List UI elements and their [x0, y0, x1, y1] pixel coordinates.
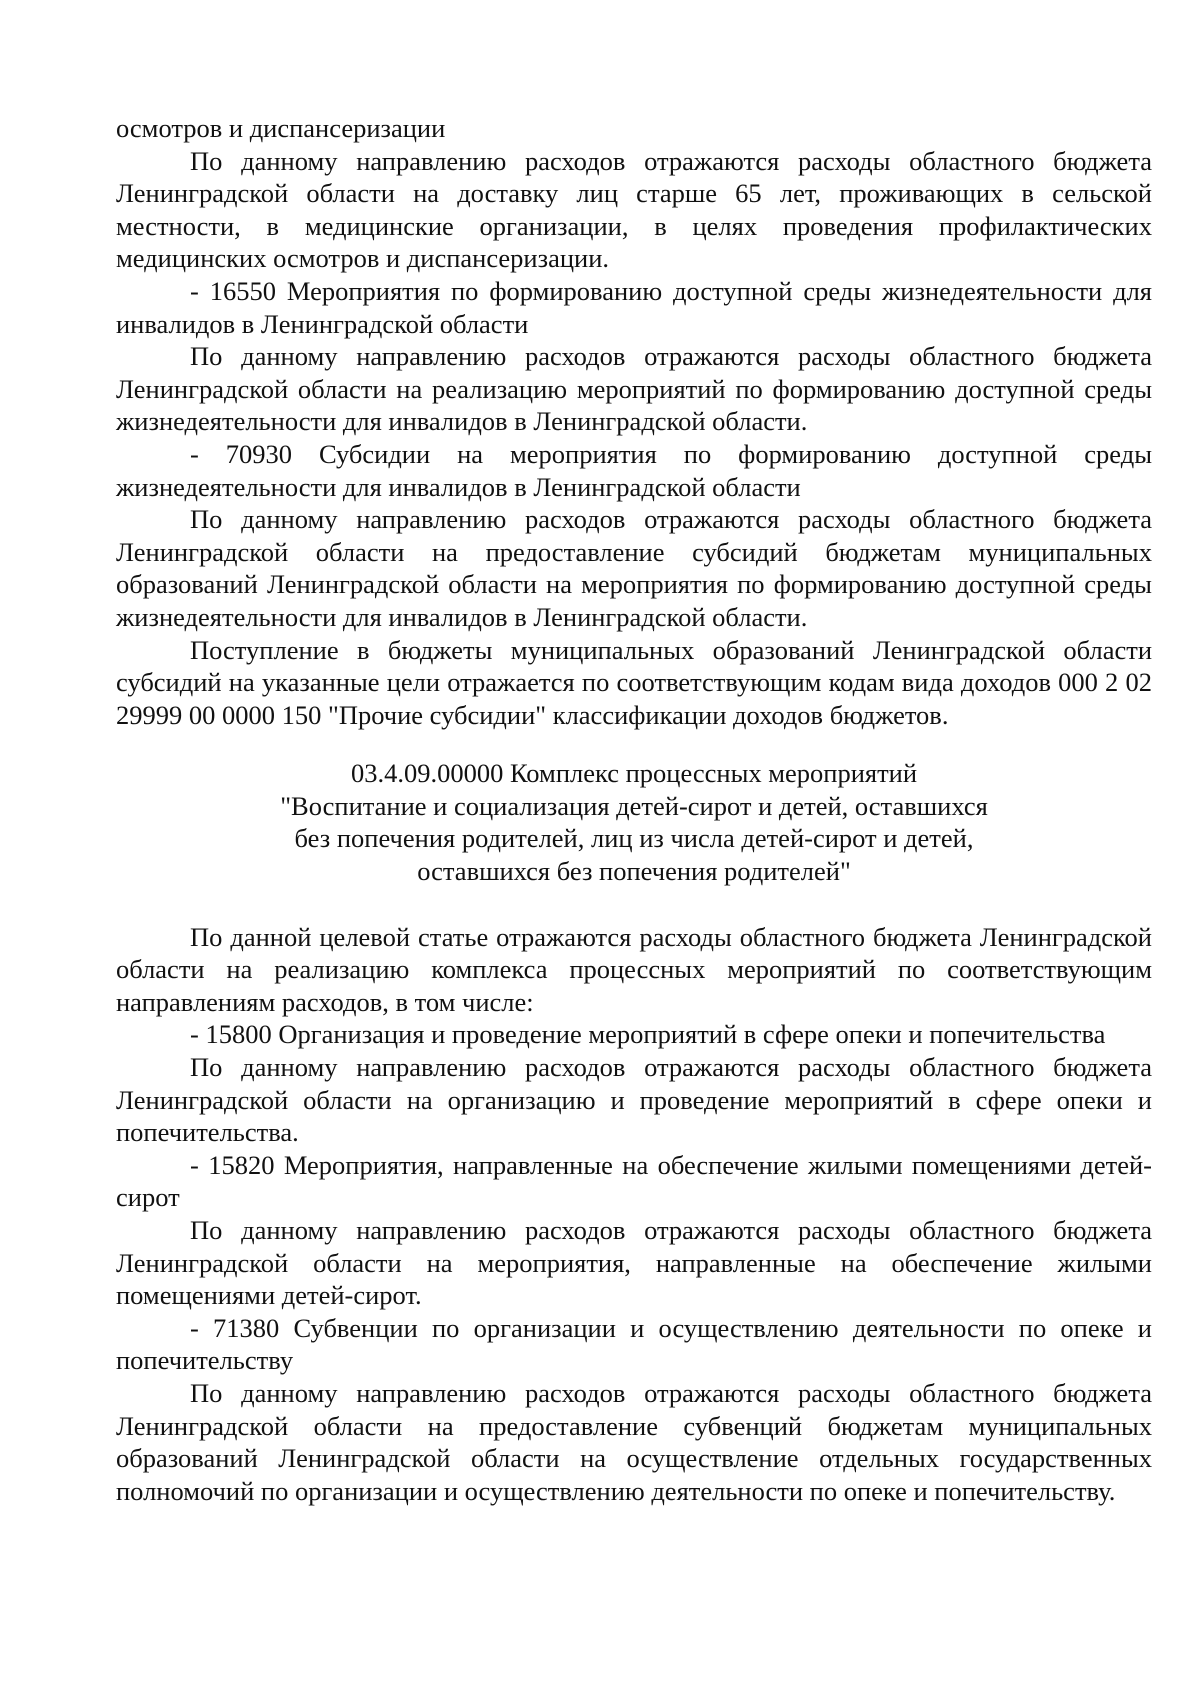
body-top [116, 112, 1152, 731]
paragraph: По данной целевой статье отражаются расходы областного бюджета Ленинградской области на реализацию комплекса процессных мероприятий по соответствующим направлениям расходов, в том числе: [116, 921, 1152, 1017]
paragraph: По данному направлению расходов отражаются расходы областного бюджета Ленинградской области на предоставление субвенций бюджетам муниципальных образований Ленинградской области на осуществление отдельных государственных полномочий по организации и осуществлению деятельности по опеке и попечительству. [116, 1377, 1152, 1506]
section-heading [116, 757, 1152, 887]
expense-item-16550: - 16550 Мероприятия по формированию доступной среды жизнедеятельности для инвалидов в Ленинградской области [116, 275, 1152, 339]
body-bottom [116, 921, 1152, 1508]
heading-line: "Воспитание и социализация детей-сирот и детей, оставшихся [280, 790, 988, 821]
paragraph: Поступление в бюджеты муниципальных образований Ленинградской области субсидий на указанные цели отражается по соответствующим кодам вида доходов 000 2 02 29999 00 0000 150 "Прочие субсидии" классификации доходов бюджетов. [116, 634, 1152, 730]
expense-item-15800: - 15800 Организация и проведение мероприятий в сфере опеки и попечительства [190, 1019, 1106, 1050]
expense-item-70930: - 70930 Субсидии на мероприятия по формированию доступной среды жизнедеятельности для инвалидов в Ленинградской области [116, 438, 1152, 502]
paragraph: По данному направлению расходов отражаются расходы областного бюджета Ленинградской области на предоставление субсидий бюджетам муниципальных образований Ленинградской области на мероприятия по формированию доступной среды жизнедеятельности для инвалидов в Ленинградской области. [116, 504, 1152, 632]
expense-item-71380: - 71380 Субвенции по организации и осуществлению деятельности по опеке и попечительству [116, 1312, 1152, 1376]
paragraph: По данному направлению расходов отражаются расходы областного бюджета Ленинградской области на организацию и проведение мероприятий в сфере опеки и попечительства. [116, 1052, 1152, 1148]
paragraph: По данному направлению расходов отражаются расходы областного бюджета Ленинградской области на мероприятия, направленные на обеспечение жилыми помещениями детей-сирот. [116, 1215, 1152, 1311]
heading-line: без попечения родителей, лиц из числа детей-сирот и детей, [294, 823, 974, 854]
paragraph: По данному направлению расходов отражаются расходы областного бюджета Ленинградской области на реализацию мероприятий по формированию доступной среды жизнедеятельности для инвалидов в Ленинградской области. [116, 341, 1152, 437]
document-page [116, 112, 1152, 1507]
heading-line: 03.4.09.00000 Комплекс процессных мероприятий [350, 758, 918, 789]
heading-line: оставшихся без попечения родителей" [417, 856, 851, 887]
expense-item-15820: - 15820 Мероприятия, направленные на обеспечение жилыми помещениями детей-сирот [116, 1149, 1152, 1213]
paragraph: По данному направлению расходов отражаются расходы областного бюджета Ленинградской области на доставку лиц старше 65 лет, проживающих в сельской местности, в медицинские организации, в целях проведения профилактических медицинских осмотров и диспансеризации. [116, 145, 1152, 274]
paragraph: осмотров и диспансеризации [116, 113, 446, 143]
